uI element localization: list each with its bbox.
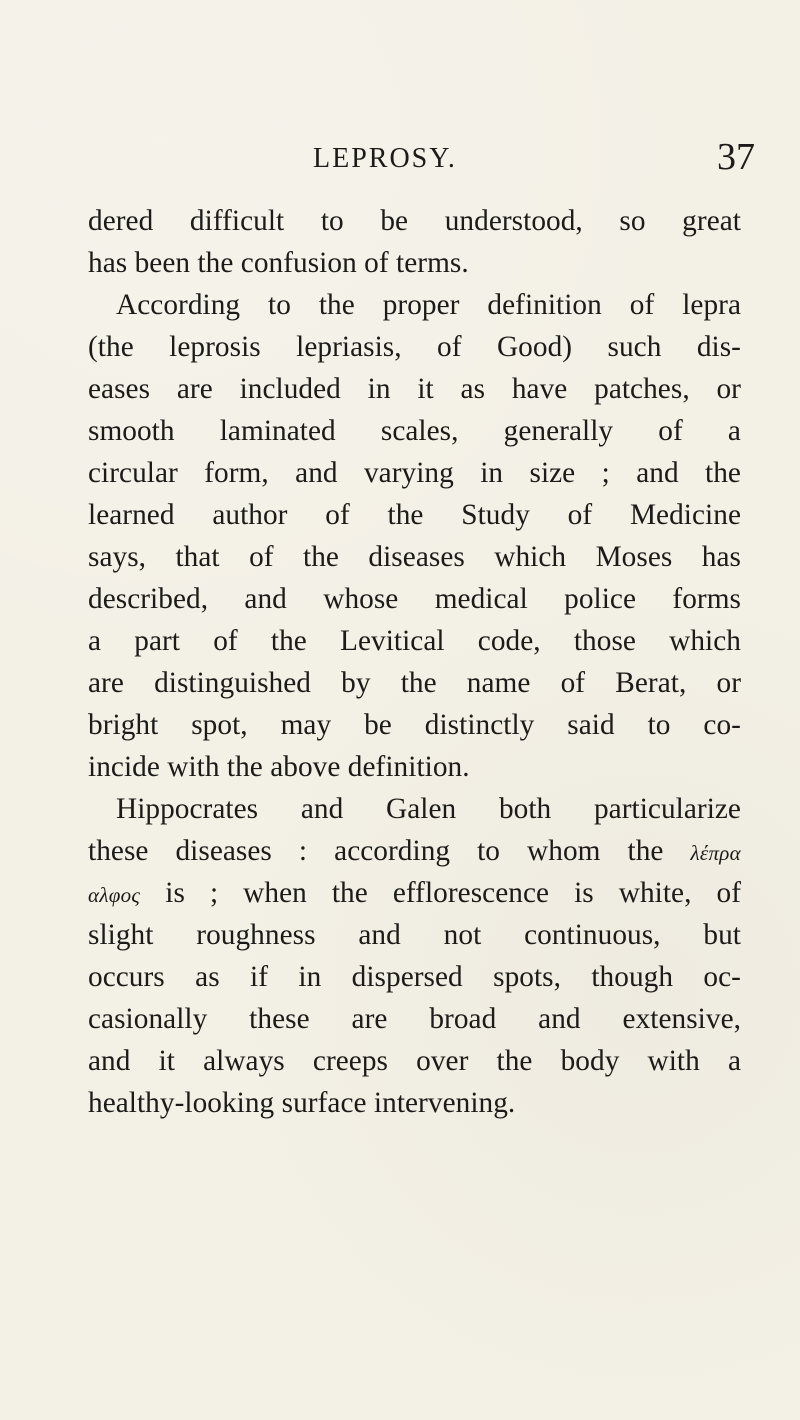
text-line: occurs as if in dispersed spots, though oc- bbox=[88, 961, 741, 993]
text-line-with-greek bbox=[88, 830, 741, 872]
text-line: dered difficult to be understood, so great bbox=[88, 205, 741, 237]
text-segment: is ; when the efflorescence is white, of bbox=[140, 877, 741, 909]
greek-word-lepra: λέπρα bbox=[690, 841, 741, 865]
text-line-with-greek bbox=[88, 872, 741, 914]
running-header bbox=[95, 136, 755, 190]
text-line: (the leprosis lepriasis, of Good) such dis- bbox=[88, 331, 741, 363]
paragraph-start-line: According to the proper definition of lepra bbox=[116, 289, 741, 321]
body-text bbox=[88, 200, 741, 1124]
text-line: incide with the above definition. bbox=[88, 751, 470, 783]
text-line: eases are included in it as have patches, or bbox=[88, 373, 741, 405]
text-line: described, and whose medical police forms bbox=[88, 583, 741, 615]
chapter-title: LEPROSY. bbox=[313, 143, 457, 174]
text-line: and it always creeps over the body with a bbox=[88, 1045, 741, 1077]
text-line: learned author of the Study of Medicine bbox=[88, 499, 741, 531]
text-line: are distinguished by the name of Berat, or bbox=[88, 667, 741, 699]
text-line: slight roughness and not continuous, but bbox=[88, 919, 741, 951]
greek-word-alphos: αλφος bbox=[88, 883, 141, 907]
text-line: a part of the Levitical code, those which bbox=[88, 625, 741, 657]
text-line: says, that of the diseases which Moses has bbox=[88, 541, 741, 573]
paragraph-start-line: Hippocrates and Galen both particularize bbox=[116, 793, 741, 825]
text-line: has been the confusion of terms. bbox=[88, 247, 469, 279]
text-line: circular form, and varying in size ; and the bbox=[88, 457, 741, 489]
text-segment: these diseases : according to whom the bbox=[88, 835, 691, 867]
text-line: smooth laminated scales, generally of a bbox=[88, 415, 741, 447]
text-line: healthy-looking surface intervening. bbox=[88, 1087, 516, 1119]
text-line: casionally these are broad and extensive, bbox=[88, 1003, 741, 1035]
text-line: bright spot, may be distinctly said to co- bbox=[88, 709, 741, 741]
page-number: 37 bbox=[717, 136, 755, 178]
